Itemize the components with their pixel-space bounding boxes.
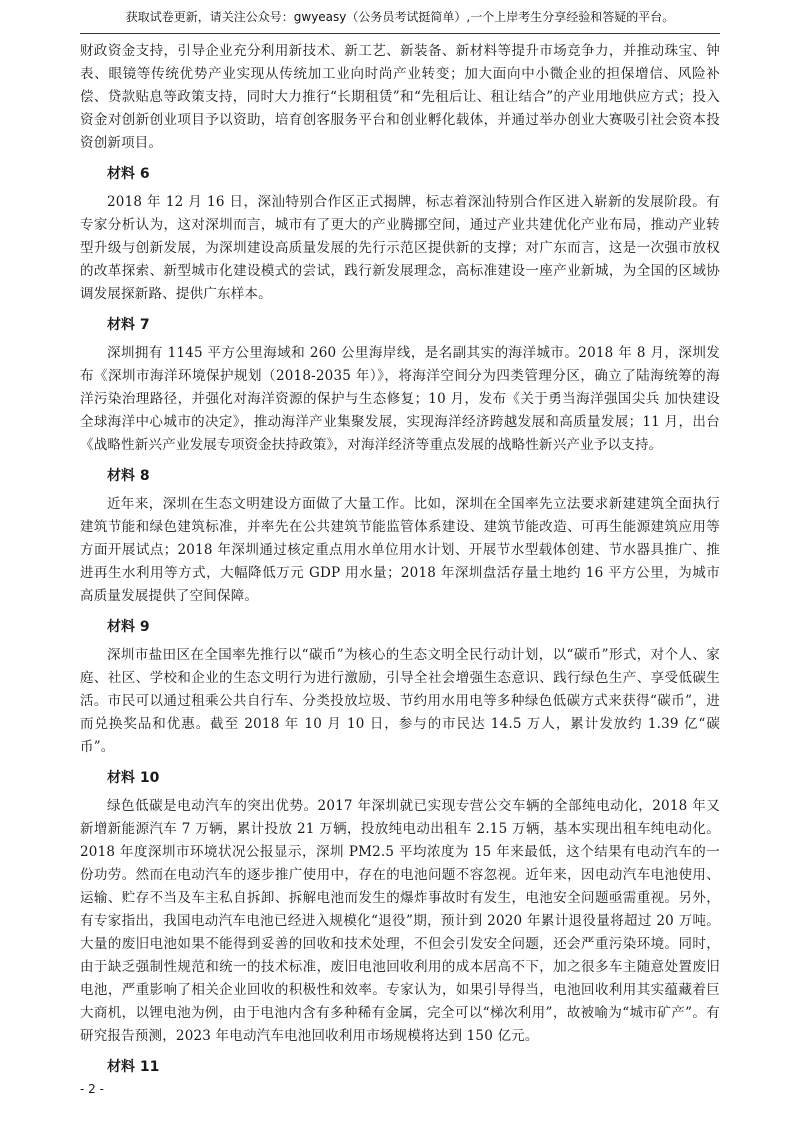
- section-material-8: [80, 463, 720, 608]
- page-number: - 2 -: [80, 1082, 104, 1096]
- section-paragraph: 深圳市盐田区在全国率先推行以“碳币”为核心的生态文明全民行动计划，以“碳币”形式，对个人、家庭、社区、学校和企业的生态文明行为进行激励，引导全社会增强生态意识、践行绿色生产、享受低碳生活。市民可以通过租乘公共自行车、分类投放垃圾、节约用水用电等多种绿色低碳方式来获得“碳币”，进而兑换奖品和优惠。截至 2018 年 10 月 10 日，参与的市民达 14.5 万人，累计发放约 1.39 亿“碳币”。: [80, 647, 720, 755]
- page-header: 获取试卷更新，请关注公众号：gwyeasy（公务员考试挺简单）,一个上岸考生分享经验和答疑的平台。: [125, 10, 675, 24]
- section-material-11: [80, 1054, 720, 1080]
- section-paragraph: 2018 年 12 月 16 日，深汕特别合作区正式揭牌，标志着深汕特别合作区进入崭新的发展阶段。有专家分析认为，这对深圳而言，城市有了更大的产业腾挪空间，通过产业共建优化产业布局，推动产业转型升级与创新发展，为深圳建设高质量发展的先行示范区提供新的支撑；对广东而言，这是一次强市放权的改革探索、新型城市化建设模式的尝试，践行新发展理念，高标准建设一座产业新城，为全国的区域协调发展探新路、提供广东样本。: [80, 194, 720, 302]
- section-heading: 材料 11: [107, 1059, 160, 1075]
- section-heading: 材料 6: [107, 166, 150, 182]
- section-heading: 材料 7: [107, 317, 150, 333]
- header-divider: [80, 33, 720, 34]
- intro-paragraph: 财政资金支持，引导企业充分利用新技术、新工艺、新装备、新材料等提升市场竞争力，并推动珠宝、钟表、眼镜等传统优势产业实现从传统加工业向时尚产业转变；加大面向中小微企业的担保增信、风险补偿、贷款贴息等政策支持，同时大力推行“长期租赁”和“先租后让、租让结合”的产业用地供应方式；投入资金对创新创业项目予以资助，培育创客服务平台和创业孵化载体，并通过举办创业大赛吸引社会资本投资创新项目。: [80, 43, 720, 151]
- page-content: [80, 40, 720, 1084]
- section-heading: 材料 8: [107, 468, 150, 484]
- section-heading: 材料 10: [107, 770, 160, 786]
- section-heading: 材料 9: [107, 619, 150, 635]
- section-material-6: [80, 161, 720, 306]
- section-material-10: [80, 765, 720, 1048]
- section-paragraph: 近年来，深圳在生态文明建设方面做了大量工作。比如，深圳在全国率先立法要求新建建筑全面执行建筑节能和绿色建筑标准，并率先在公共建筑节能监管体系建设、建筑节能改造、可再生能源建筑应用等方面开展试点；2018 年深圳通过核定重点用水单位用水计划、开展节水型载体创建、节水器具推广、推进再生水利用等方式，大幅降低万元 GDP 用水量；2018 年深圳盘活存量土地约 16 平方公里，为城市高质量发展提供了空间保障。: [80, 496, 720, 604]
- section-material-7: [80, 312, 720, 457]
- section-paragraph: 深圳拥有 1145 平方公里海域和 260 公里海岸线，是名副其实的海洋城市。2018 年 8 月，深圳发布《深圳市海洋环境保护规划（2018-2035 年）》，将海洋空间分为四类管理分区，确立了陆海统筹的海洋污染治理路径，并强化对海洋资源的保护与生态修复；10 月，发布《关于勇当海洋强国尖兵 加快建设全球海洋中心城市的决定》，推动海洋产业集聚发展，实现海洋经济跨越发展和高质量发展；11 月，出台《战略性新兴产业发展专项资金扶持政策》，对海洋经济等重点发展的战略性新兴产业予以支持。: [80, 345, 720, 453]
- section-paragraph: 绿色低碳是电动汽车的突出优势。2017 年深圳就已实现专营公交车辆的全部纯电动化，2018 年又新增新能源汽车 7 万辆，累计投放 21 万辆，投放纯电动出租车 2.15 万辆，基本实现出租车纯电动化。2018 年度深圳市环境状况公报显示，深圳 PM2.5 平均浓度为 15 年来最低，这个结果有电动汽车的一份功劳。然而在电动汽车的逐步推广使用中，存在的电池问题不容忽视。近年来，因电动汽车电池使用、运输、贮存不当及车主私自拆卸、拆解电池而发生的爆炸事故时有发生，电池安全问题亟需重视。另外，有专家指出，我国电动汽车电池已经进入规模化“退役”期，预计到 2020 年累计退役量将超过 20 万吨。大量的废旧电池如果不能得到妥善的回收和技术处理，不但会引发安全问题，还会严重污染环境。同时，由于缺乏强制性规范和统一的技术标准，废旧电池回收利用的成本居高不下，加之很多车主随意处置废旧电池，严重影响了相关企业回收的积极性和效率。专家认为，如果引导得当，电池回收利用其实蕴藏着巨大商机，以锂电池为例，由于电池内含有多种稀有金属，完全可以“梯次利用”，故被喻为“城市矿产”。有研究报告预测，2023 年电动汽车电池回收利用市场规模将达到 150 亿元。: [80, 798, 720, 1044]
- section-material-9: [80, 614, 720, 759]
